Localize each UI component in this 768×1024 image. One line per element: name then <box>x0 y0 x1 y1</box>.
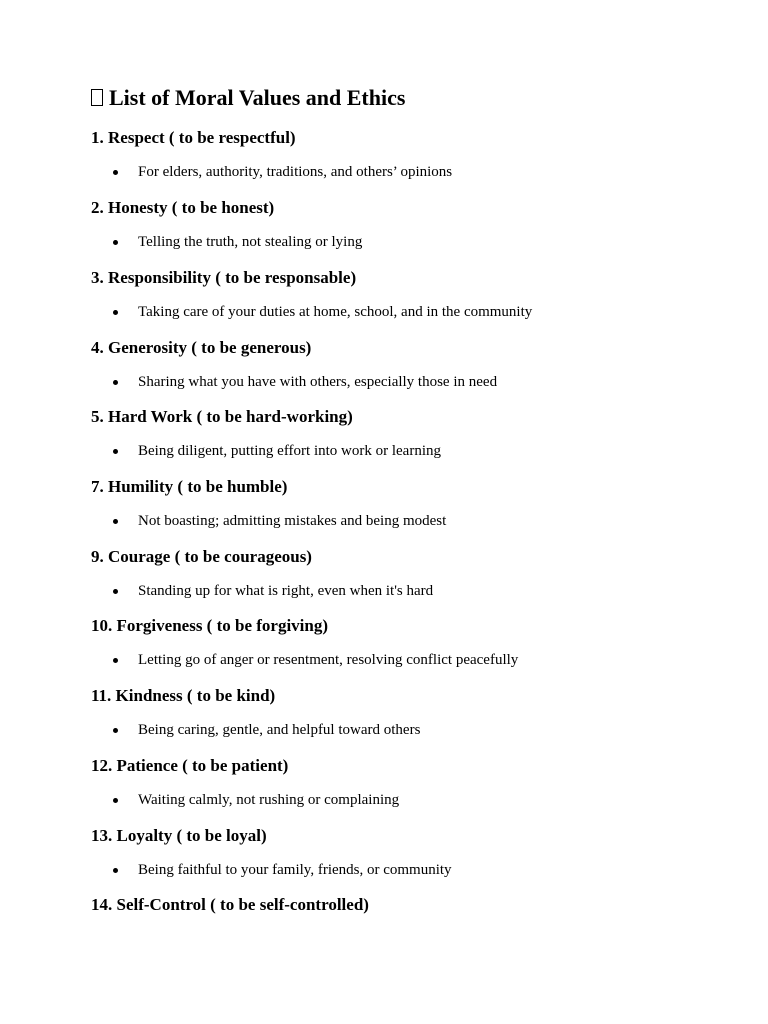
value-description: Being caring, gentle, and helpful toward others <box>138 722 421 738</box>
value-heading: 2. Honesty ( to be honest) <box>91 198 275 217</box>
value-section <box>91 825 711 880</box>
value-heading: 7. Humility ( to be humble) <box>91 477 288 496</box>
value-bullet <box>91 302 711 322</box>
value-bullet <box>91 441 711 461</box>
value-section <box>91 127 711 182</box>
value-heading: 4. Generosity ( to be generous) <box>91 338 312 357</box>
value-heading: 1. Respect ( to be respectful) <box>91 128 296 147</box>
bullet-icon <box>113 170 118 175</box>
value-description: For elders, authority, traditions, and others’ opinions <box>138 164 453 180</box>
value-section <box>91 267 711 322</box>
value-section <box>91 337 711 392</box>
value-bullet <box>91 650 711 670</box>
value-heading: 11. Kindness ( to be kind) <box>91 686 276 705</box>
value-description: Sharing what you have with others, especially those in need <box>138 374 498 390</box>
value-heading: 14. Self-Control ( to be self-controlled) <box>91 895 369 914</box>
value-bullet <box>91 860 711 880</box>
value-section <box>91 615 711 670</box>
value-bullet <box>91 232 711 252</box>
bullet-icon <box>113 798 118 803</box>
document-title-text: List of Moral Values and Ethics <box>109 85 406 110</box>
value-heading: 10. Forgiveness ( to be forgiving) <box>91 616 329 635</box>
value-heading: 9. Courage ( to be courageous) <box>91 547 312 566</box>
bullet-icon <box>113 380 118 385</box>
document-title <box>91 84 405 112</box>
bullet-icon <box>113 519 118 524</box>
value-section <box>91 894 711 916</box>
value-bullet <box>91 511 711 531</box>
value-description: Standing up for what is right, even when it's hard <box>138 583 434 599</box>
value-description: Being faithful to your family, friends, or community <box>138 862 452 878</box>
value-description: Waiting calmly, not rushing or complaining <box>138 792 400 808</box>
bullet-icon <box>113 728 118 733</box>
value-description: Letting go of anger or resentment, resolving conflict peacefully <box>138 652 519 668</box>
bullet-icon <box>113 310 118 315</box>
value-description: Telling the truth, not stealing or lying <box>138 234 363 250</box>
value-section <box>91 197 711 252</box>
value-heading: 12. Patience ( to be patient) <box>91 756 289 775</box>
value-section <box>91 406 711 461</box>
value-heading: 3. Responsibility ( to be responsable) <box>91 268 357 287</box>
bullet-icon <box>113 868 118 873</box>
value-bullet <box>91 162 711 182</box>
value-heading: 5. Hard Work ( to be hard-working) <box>91 407 353 426</box>
value-bullet <box>91 372 711 392</box>
value-description: Not boasting; admitting mistakes and being modest <box>138 513 447 529</box>
value-description: Taking care of your duties at home, school, and in the community <box>138 304 533 320</box>
bullet-icon <box>113 240 118 245</box>
bullet-icon <box>113 658 118 663</box>
value-bullet <box>91 581 711 601</box>
bullet-icon <box>113 589 118 594</box>
bullet-icon <box>113 449 118 454</box>
value-section <box>91 755 711 810</box>
value-bullet <box>91 790 711 810</box>
value-description: Being diligent, putting effort into work or learning <box>138 443 442 459</box>
value-heading: 13. Loyalty ( to be loyal) <box>91 826 267 845</box>
missing-glyph-icon <box>91 89 103 106</box>
value-section <box>91 476 711 531</box>
value-bullet <box>91 720 711 740</box>
value-section <box>91 685 711 740</box>
value-section <box>91 546 711 601</box>
